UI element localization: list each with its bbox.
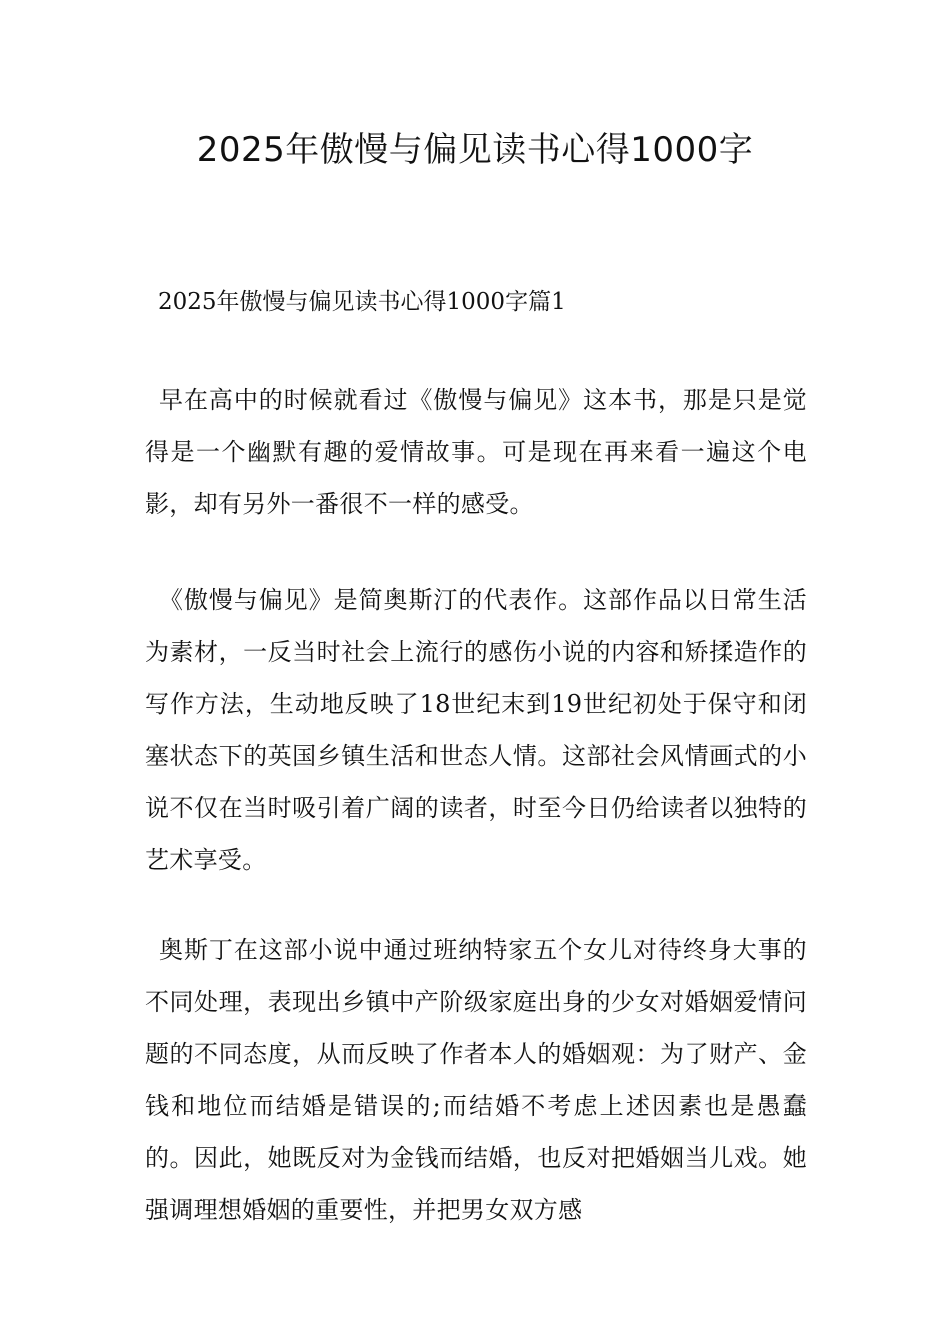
body-paragraph: 奥斯丁在这部小说中通过班纳特家五个女儿对待终身大事的不同处理，表现出乡镇中产阶级家庭出身的少女对婚姻爱情问题的不同态度，从而反映了作者本人的婚姻观：为了财产、金钱和地位而结婚是错误的;而结婚不考虑上述因素也是愚蠢的。因此，她既反对为金钱而结婚，也反对把婚姻当儿戏。她强调理想婚姻的重要性，并把男女双方感 bbox=[145, 936, 807, 1224]
document-title: 2025年傲慢与偏见读书心得1000字 bbox=[196, 130, 754, 170]
body-paragraph: 早在高中的时候就看过《傲慢与偏见》这本书，那是只是觉得是一个幽默有趣的爱情故事。可是现在再来看一遍这个电影，却有另外一番很不一样的感受。 bbox=[145, 386, 807, 518]
body-paragraph: 《傲慢与偏见》是简奥斯汀的代表作。这部作品以日常生活为素材，一反当时社会上流行的感伤小说的内容和矫揉造作的写作方法，生动地反映了18世纪末到19世纪初处于保守和闭塞状态下的英国乡镇生活和世态人情。这部社会风情画式的小说不仅在当时吸引着广阔的读者，时至今日仍给读者以独特的艺术享受。 bbox=[145, 586, 807, 874]
section-subtitle: 2025年傲慢与偏见读书心得1000字篇1 bbox=[158, 289, 566, 315]
